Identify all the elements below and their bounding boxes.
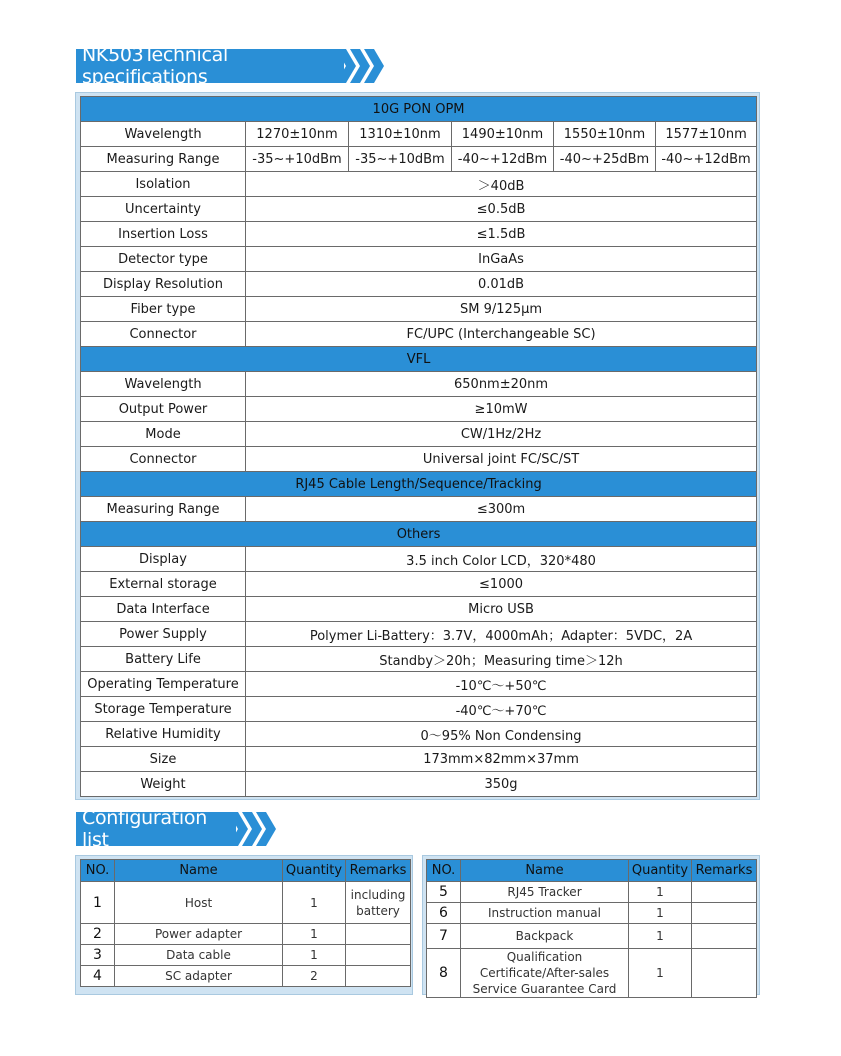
config-header-remarks: Remarks [692, 860, 757, 882]
spec-value: InGaAs [246, 247, 757, 272]
spec-row [81, 122, 757, 147]
spec-label: Display Resolution [81, 272, 246, 297]
spec-row [81, 247, 757, 272]
config-table-right [426, 859, 757, 998]
spec-row [81, 197, 757, 222]
config-row [81, 945, 411, 966]
spec-value: 1577±10nm [656, 122, 757, 147]
config-no: 8 [427, 949, 461, 998]
chevrons-icon [336, 49, 388, 83]
spec-label: Power Supply [81, 622, 246, 647]
config-no: 5 [427, 882, 461, 903]
chevrons-icon [228, 812, 280, 846]
spec-row [81, 647, 757, 672]
spec-value: 1490±10nm [452, 122, 554, 147]
config-qty: 1 [629, 882, 692, 903]
config-header-no: NO. [427, 860, 461, 882]
config-qty: 1 [283, 945, 346, 966]
config-qty: 1 [629, 924, 692, 949]
spec-row [81, 322, 757, 347]
config-name: Data cable [115, 945, 283, 966]
spec-label: Weight [81, 772, 246, 797]
section-header-row [81, 97, 757, 122]
spec-value: -10℃～+50℃ [246, 672, 757, 697]
config-row [81, 966, 411, 987]
spec-row [81, 372, 757, 397]
spec-section-banner [76, 44, 344, 88]
spec-value: ≤300m [246, 497, 757, 522]
config-name: RJ45 Tracker [461, 882, 629, 903]
spec-label: External storage [81, 572, 246, 597]
config-row [427, 924, 757, 949]
spec-label: Relative Humidity [81, 722, 246, 747]
spec-label: Isolation [81, 172, 246, 197]
spec-value: Universal joint FC/SC/ST [246, 447, 757, 472]
spec-label: Wavelength [81, 122, 246, 147]
config-remarks [692, 903, 757, 924]
spec-value: -40~+25dBm [554, 147, 656, 172]
spec-section-title: NK503Technical specifications [82, 44, 228, 88]
spec-label: Uncertainty [81, 197, 246, 222]
spec-value: 1310±10nm [349, 122, 452, 147]
spec-label: Battery Life [81, 647, 246, 672]
spec-label: Output Power [81, 397, 246, 422]
config-no: 4 [81, 966, 115, 987]
spec-value: -40~+12dBm [452, 147, 554, 172]
spec-label: Connector [81, 447, 246, 472]
spec-row [81, 722, 757, 747]
config-no: 3 [81, 945, 115, 966]
spec-label: Mode [81, 422, 246, 447]
config-header-quantity: Quantity [629, 860, 692, 882]
config-name: Qualification Certificate/After-sales Service Guarantee Card [461, 949, 629, 998]
config-row [81, 924, 411, 945]
spec-label: Operating Temperature [81, 672, 246, 697]
config-name: SC adapter [115, 966, 283, 987]
spec-row [81, 497, 757, 522]
config-header-row [427, 860, 757, 882]
config-header-quantity: Quantity [283, 860, 346, 882]
spec-value: Standby＞20h；Measuring time＞12h [246, 647, 757, 672]
spec-value: -35~+10dBm [246, 147, 349, 172]
config-no: 2 [81, 924, 115, 945]
spec-label: Measuring Range [81, 497, 246, 522]
spec-label: Size [81, 747, 246, 772]
spec-value: 350g [246, 772, 757, 797]
config-remarks [346, 924, 411, 945]
spec-label: Display [81, 547, 246, 572]
spec-row [81, 147, 757, 172]
section-header-row [81, 522, 757, 547]
config-header-row [81, 860, 411, 882]
config-header-name: Name [461, 860, 629, 882]
spec-label: Data Interface [81, 597, 246, 622]
config-remarks [692, 949, 757, 998]
spec-label: Detector type [81, 247, 246, 272]
spec-label: Connector [81, 322, 246, 347]
spec-row [81, 397, 757, 422]
config-section-title: Configuration list [82, 807, 207, 851]
spec-value: ≥10mW [246, 397, 757, 422]
config-no: 6 [427, 903, 461, 924]
spec-value: 3.5 inch Color LCD，320*480 [246, 547, 757, 572]
spec-value: Polymer Li-Battery：3.7V，4000mAh；Adapter：5VDC，2A [246, 622, 757, 647]
spec-value: -40~+12dBm [656, 147, 757, 172]
config-no: 1 [81, 882, 115, 924]
spec-label: Fiber type [81, 297, 246, 322]
config-qty: 1 [283, 924, 346, 945]
config-remarks [692, 882, 757, 903]
config-header-name: Name [115, 860, 283, 882]
spec-value: 173mm×82mm×37mm [246, 747, 757, 772]
section-header: 10G PON OPM [81, 97, 757, 122]
config-remarks: including battery [346, 882, 411, 924]
config-name: Backpack [461, 924, 629, 949]
spec-row [81, 297, 757, 322]
config-no: 7 [427, 924, 461, 949]
config-row [427, 903, 757, 924]
spec-value: 650nm±20nm [246, 372, 757, 397]
spec-value: CW/1Hz/2Hz [246, 422, 757, 447]
config-qty: 1 [629, 949, 692, 998]
spec-row [81, 672, 757, 697]
spec-value: 1550±10nm [554, 122, 656, 147]
spec-value: 1270±10nm [246, 122, 349, 147]
spec-row [81, 422, 757, 447]
spec-row [81, 772, 757, 797]
spec-table [80, 96, 757, 797]
section-header: VFL [81, 347, 757, 372]
spec-row [81, 172, 757, 197]
config-name: Power adapter [115, 924, 283, 945]
config-row [81, 882, 411, 924]
spec-row [81, 447, 757, 472]
section-header: Others [81, 522, 757, 547]
config-section-banner [76, 807, 236, 851]
section-header: RJ45 Cable Length/Sequence/Tracking [81, 472, 757, 497]
spec-value: 0.01dB [246, 272, 757, 297]
spec-value: FC/UPC (Interchangeable SC) [246, 322, 757, 347]
spec-row [81, 222, 757, 247]
config-qty: 1 [629, 903, 692, 924]
spec-value: Micro USB [246, 597, 757, 622]
spec-value: -35~+10dBm [349, 147, 452, 172]
config-remarks [346, 945, 411, 966]
spec-row [81, 622, 757, 647]
spec-label: Wavelength [81, 372, 246, 397]
config-name: Host [115, 882, 283, 924]
spec-label: Insertion Loss [81, 222, 246, 247]
section-header-row [81, 347, 757, 372]
spec-value: SM 9/125μm [246, 297, 757, 322]
spec-value: ≤1.5dB [246, 222, 757, 247]
spec-label: Measuring Range [81, 147, 246, 172]
spec-row [81, 272, 757, 297]
spec-row [81, 572, 757, 597]
config-qty: 1 [283, 882, 346, 924]
config-header-remarks: Remarks [346, 860, 411, 882]
spec-row [81, 747, 757, 772]
config-table-left [80, 859, 411, 987]
spec-row [81, 547, 757, 572]
spec-row [81, 697, 757, 722]
config-remarks [692, 924, 757, 949]
spec-value: -40℃～+70℃ [246, 697, 757, 722]
config-remarks [346, 966, 411, 987]
spec-value: ≤1000 [246, 572, 757, 597]
spec-value: ＞40dB [246, 172, 757, 197]
config-header-no: NO. [81, 860, 115, 882]
config-row [427, 949, 757, 998]
spec-value: 0～95% Non Condensing [246, 722, 757, 747]
spec-label: Storage Temperature [81, 697, 246, 722]
spec-value: ≤0.5dB [246, 197, 757, 222]
config-qty: 2 [283, 966, 346, 987]
config-name: Instruction manual [461, 903, 629, 924]
section-header-row [81, 472, 757, 497]
spec-row [81, 597, 757, 622]
config-row [427, 882, 757, 903]
